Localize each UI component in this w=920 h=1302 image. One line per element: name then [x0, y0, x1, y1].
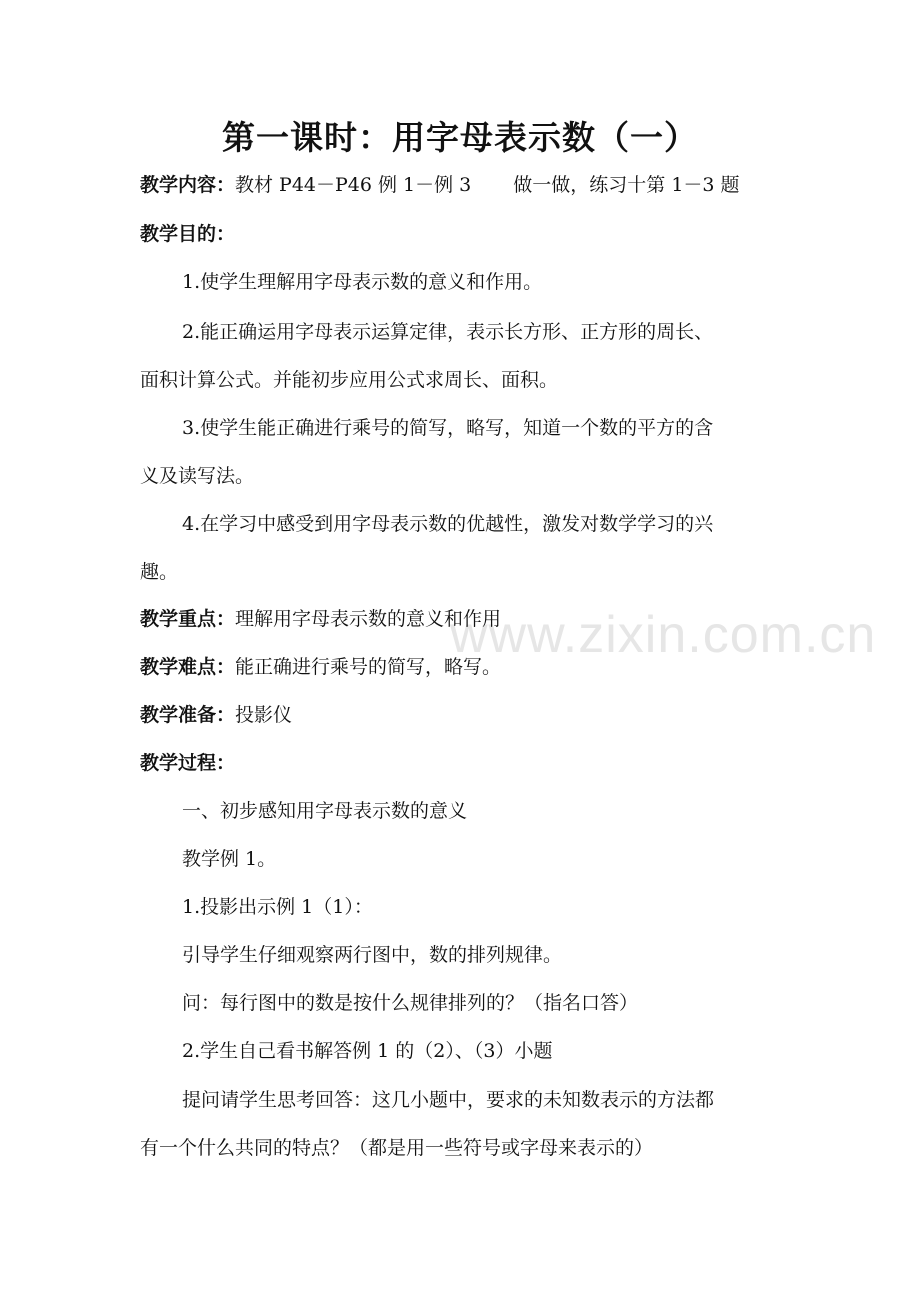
difficulty-label: 教学难点：	[140, 656, 236, 678]
watermark: www.zixin.com.cn	[450, 606, 877, 664]
objective-4-line-2: 趣。	[140, 561, 179, 583]
process-line: 1.投影出示例 1（1）：	[182, 896, 373, 918]
process-line: 2.学生自己看书解答例 1 的（2）、（3）小题	[182, 1040, 553, 1062]
objective-1: 1.使学生理解用字母表示数的意义和作用。	[182, 271, 543, 293]
preparation-text: 投影仪	[235, 704, 293, 726]
process-line: 一、初步感知用字母表示数的意义	[182, 800, 468, 822]
difficulty-line	[140, 653, 501, 681]
preparation-label: 教学准备：	[140, 704, 236, 726]
objective-4-line-1: 4.在学习中感受到用字母表示数的优越性，激发对数学学习的兴	[182, 513, 714, 535]
process-line: 教学例 1。	[182, 848, 277, 870]
objectives-heading	[140, 220, 235, 248]
objective-3-line-1: 3.使学生能正确进行乘号的简写，略写，知道一个数的平方的含	[182, 417, 714, 439]
objective-3-line-2: 义及读写法。	[140, 465, 255, 487]
page-title: 第一课时：用字母表示数（一）	[222, 118, 698, 157]
content-label: 教学内容：	[140, 174, 236, 196]
key-point-label: 教学重点：	[140, 608, 236, 630]
process-last-line: 有一个什么共同的特点？（都是用一些符号或字母来表示的）	[140, 1137, 654, 1159]
content-text: 教材 P44－P46 例 1－例 3	[235, 174, 472, 196]
objective-2-line-1: 2.能正确运用字母表示运算定律，表示长方形、正方形的周长、	[182, 321, 714, 343]
preparation-line	[140, 701, 292, 729]
process-line: 引导学生仔细观察两行图中，数的排列规律。	[182, 944, 563, 966]
key-point-line	[140, 605, 501, 633]
process-heading	[140, 749, 235, 777]
content-line	[140, 171, 740, 199]
objective-2-line-2: 面积计算公式。并能初步应用公式求周长、面积。	[140, 369, 559, 391]
process-label: 教学过程：	[140, 752, 236, 774]
process-line: 提问请学生思考回答：这几小题中，要求的未知数表示的方法都	[182, 1089, 715, 1111]
process-line: 问：每行图中的数是按什么规律排列的？（指名口答）	[182, 992, 639, 1014]
content-text-2: 做一做，练习十第 1－3 题	[513, 174, 740, 196]
key-point-text: 理解用字母表示数的意义和作用	[235, 608, 502, 630]
objectives-label: 教学目的：	[140, 223, 236, 245]
difficulty-text: 能正确进行乘号的简写，略写。	[235, 656, 502, 678]
